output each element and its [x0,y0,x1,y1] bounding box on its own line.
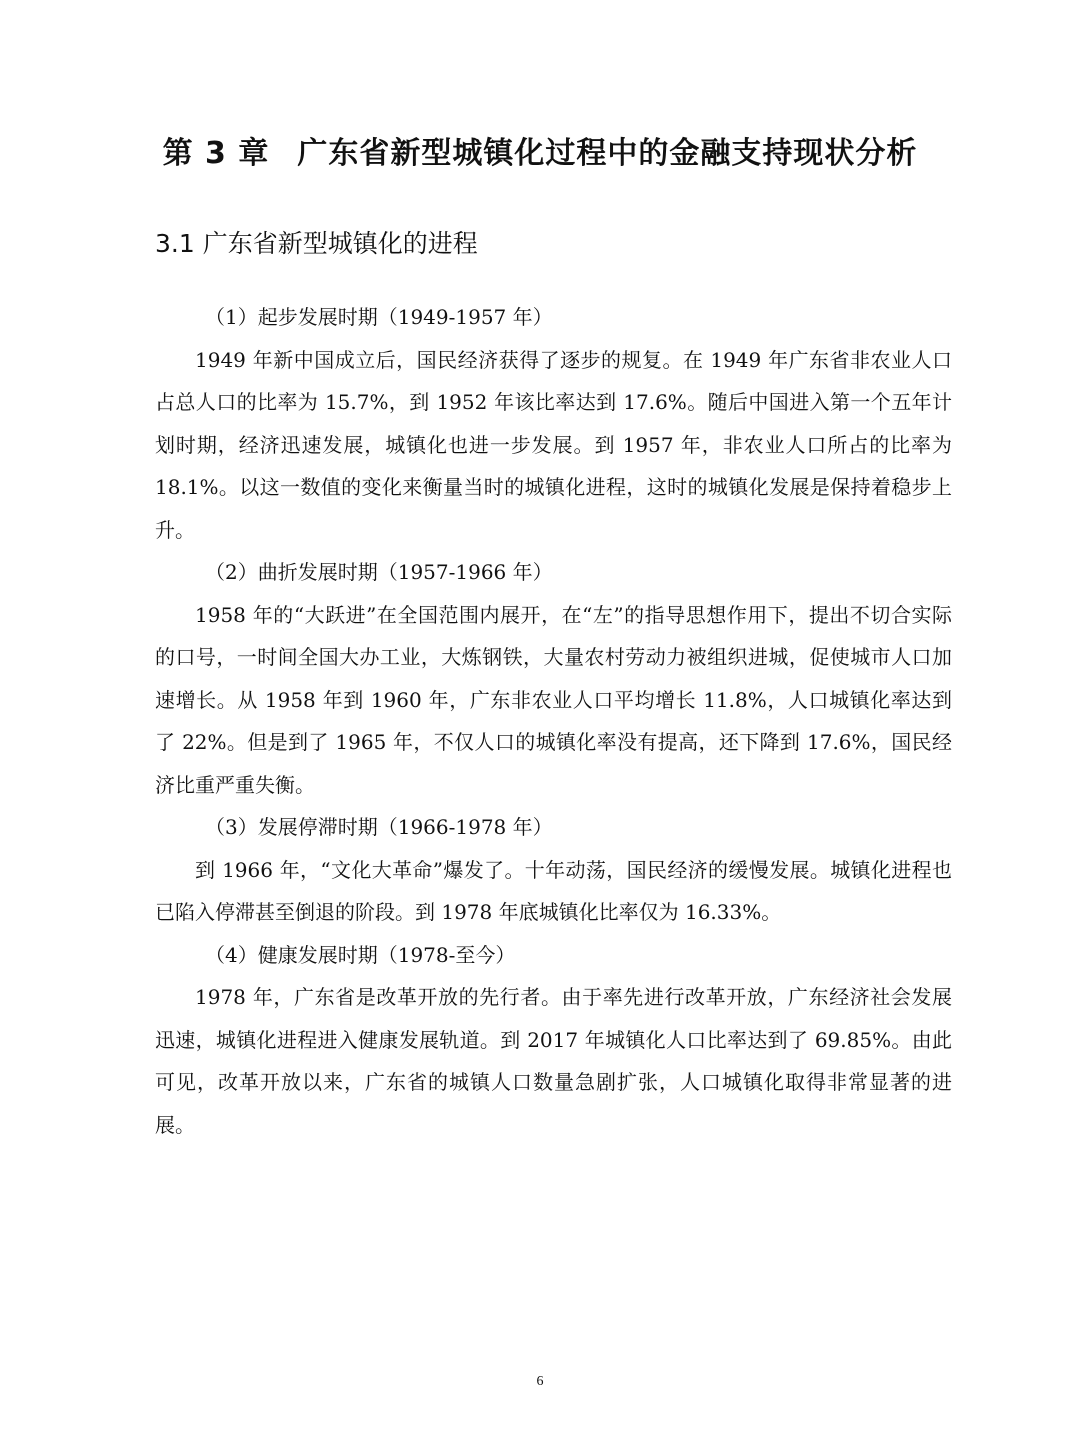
period-2-paragraph: 1958 年的“大跃进”在全国范围内展开，在“左”的指导思想作用下，提出不切合实际的口号，一时间全国大办工业，大炼钢铁，大量农村劳动力被组织进城，促使城市人口加速增长。从 1958 年到 1960 年，广东非农业人口平均增长 11.8%，人口城镇化率达到了 22%。但是到了 1965 年，不仅人口的城镇化率没有提高，还下降到 17.6%，国民经济比重严重失衡。 [155,602,952,797]
period-4-paragraph: 1978 年，广东省是改革开放的先行者。由于率先进行改革开放，广东经济社会发展迅速，城镇化进程进入健康发展轨道。到 2017 年城镇化人口比率达到了 69.85%。由此可见，改革开放以来，广东省的城镇人口数量急剧扩张，人口城镇化取得非常显著的进展。 [155,985,952,1137]
chapter-title [0,128,1080,172]
document-body [155,296,952,1146]
period-2-heading: （2）曲折发展时期（1957-1966 年） [205,560,553,584]
chapter-number: 第 3 章 [162,136,270,171]
section-title: 3.1 广东省新型城镇化的进程 [155,229,478,258]
period-4-heading: （4）健康发展时期（1978-至今） [205,942,516,967]
period-1-paragraph: 1949 年新中国成立后，国民经济获得了逐步的规复。在 1949 年广东省非农业人口占总人口的比率为 15.7%，到 1952 年该比率达到 17.6%。随后中国进入第一个五年计划时期，经济迅速发展，城镇化也进一步发展。到 1957 年，非农业人口所占的比率为 18.1%。以这一数值的变化来衡量当时的城镇化进程，这时的城镇化发展是保持着稳步上升。 [155,347,952,542]
period-3-paragraph: 到 1966 年，“文化大革命”爆发了。十年动荡，国民经济的缓慢发展。城镇化进程也已陷入停滞甚至倒退的阶段。到 1978 年底城镇化比率仅为 16.33%。 [155,857,952,924]
period-1-heading: （1）起步发展时期（1949-1957 年） [205,305,553,329]
chapter-title-text: 广东省新型城镇化过程中的金融支持现状分析 [297,136,918,171]
period-3-heading: （3）发展停滞时期（1966-1978 年） [205,815,553,839]
page-number: 6 [536,1374,544,1389]
